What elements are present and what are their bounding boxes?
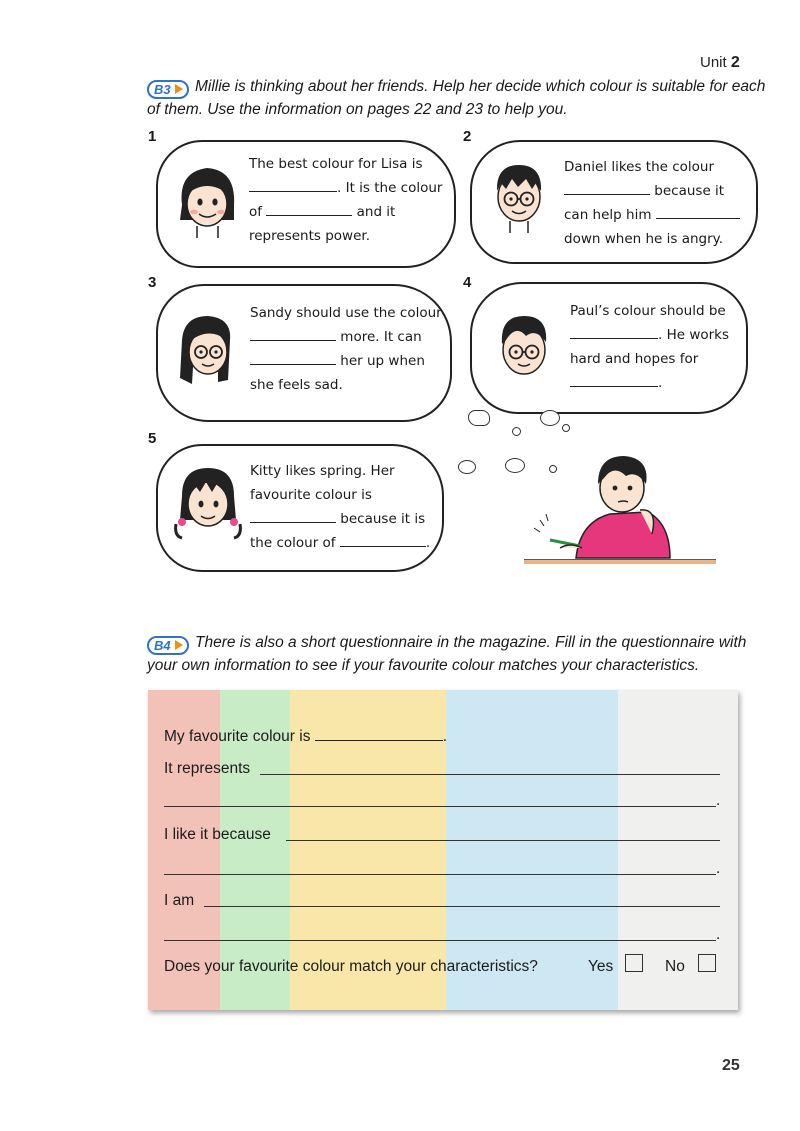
- item-1-line-2: . It is the colour: [337, 180, 443, 196]
- q3-label: I like it because: [164, 826, 271, 843]
- item-number-2: 2: [463, 128, 472, 145]
- item-5-line-3: because it is: [340, 511, 426, 527]
- blank-3b[interactable]: [250, 350, 336, 365]
- blank-4a[interactable]: [570, 324, 658, 339]
- unit-word: Unit: [700, 54, 727, 71]
- item-4-line-1: Paul’s colour should be: [570, 303, 726, 319]
- item-2-line-1: Daniel likes the colour: [564, 159, 715, 175]
- item-5-line-4: the colour of: [250, 535, 336, 551]
- q4-end: .: [716, 926, 721, 943]
- questionnaire-paper: [148, 690, 738, 1010]
- blank-1a[interactable]: [249, 177, 337, 192]
- blank-4b[interactable]: [570, 372, 658, 387]
- item-5-text: [250, 459, 436, 555]
- item-number-1: 1: [148, 128, 157, 145]
- blank-2a[interactable]: [564, 180, 650, 195]
- b4-instruction-text: There is also a short questionnaire in the magazine. Fill in the questionnaire with your own information to see if your favourite colour matches your characteristics.: [147, 634, 747, 674]
- item-2-line-4: down when he is angry.: [564, 231, 724, 247]
- q3-answer-line[interactable]: [286, 840, 720, 841]
- item-5-line-2: favourite colour is: [250, 487, 372, 503]
- q1-label: My favourite colour is: [164, 728, 311, 745]
- blank-5b[interactable]: [340, 532, 426, 547]
- q5-label: Does your favourite colour match your characteristics?: [164, 958, 538, 975]
- no-checkbox[interactable]: [698, 954, 716, 972]
- thought-bubble-dot: [468, 410, 490, 426]
- paul-face-icon: [492, 310, 556, 388]
- q3-end: .: [716, 860, 721, 877]
- lisa-face-icon: [172, 160, 242, 240]
- blank-1b[interactable]: [266, 201, 352, 216]
- q2-answer-line-2[interactable]: [164, 806, 716, 807]
- page-number: 25: [722, 1057, 740, 1074]
- b4-tag: B4: [147, 636, 189, 655]
- yes-label: Yes: [588, 958, 614, 975]
- item-4-line-2: . He works: [658, 327, 730, 343]
- item-4-line-3: hard and hopes for: [570, 351, 699, 367]
- q2-end: .: [716, 792, 721, 809]
- item-1-line-4: represents power.: [249, 228, 370, 244]
- item-1-line-3b: and it: [356, 204, 396, 220]
- play-arrow-icon: [175, 84, 183, 94]
- sandy-face-icon: [174, 310, 240, 390]
- kitty-face-icon: [172, 460, 244, 542]
- item-1-line-1: The best colour for Lisa is: [249, 156, 423, 172]
- millie-thinking-icon: [520, 450, 720, 566]
- thought-bubble-dot: [540, 410, 560, 426]
- b4-instruction: [147, 632, 767, 676]
- thought-bubble-dot: [562, 424, 570, 432]
- thought-bubble-dot: [458, 460, 476, 474]
- q4-answer-line[interactable]: [204, 906, 720, 907]
- item-3-text: [250, 301, 444, 397]
- item-5-line-5: .: [425, 535, 431, 551]
- play-arrow-icon: [175, 640, 183, 650]
- yes-checkbox[interactable]: [625, 954, 643, 972]
- item-3-line-2: more. It can: [340, 329, 422, 345]
- item-2-line-2: because it: [654, 183, 725, 199]
- b3-tag: B3: [147, 80, 189, 99]
- item-3-line-4: she feels sad.: [250, 377, 343, 393]
- item-2-line-3: can help him: [564, 207, 652, 223]
- q1-answer-blank[interactable]: [315, 726, 443, 741]
- q3-answer-line-2[interactable]: [164, 874, 716, 875]
- item-1-text: [249, 152, 449, 248]
- item-3-line-3: her up when: [340, 353, 425, 369]
- blank-3a[interactable]: [250, 326, 336, 341]
- item-number-4: 4: [463, 274, 472, 291]
- q4-answer-line-2[interactable]: [164, 940, 716, 941]
- blank-2b[interactable]: [656, 204, 740, 219]
- item-4-text: [570, 299, 742, 395]
- item-number-5: 5: [148, 430, 157, 447]
- item-3-line-1: Sandy should use the colour: [250, 305, 442, 321]
- q1-end: .: [442, 728, 448, 745]
- item-number-3: 3: [148, 274, 157, 291]
- item-4-line-4: .: [658, 375, 663, 391]
- q2-label: It represents: [164, 760, 251, 777]
- thought-bubble-dot: [512, 427, 521, 436]
- daniel-face-icon: [488, 157, 550, 235]
- item-1-line-3a: of: [249, 204, 263, 220]
- q2-answer-line[interactable]: [260, 774, 720, 775]
- q4-label: I am: [164, 892, 195, 909]
- b3-instruction: [147, 76, 767, 120]
- b3-instruction-text: Millie is thinking about her friends. Help her decide which colour is suitable for each of them. Use the information on pages 22 and 23 to help you.: [147, 78, 766, 118]
- q1-row: [164, 726, 447, 746]
- blank-5a[interactable]: [250, 508, 336, 523]
- item-5-line-1: Kitty likes spring. Her: [250, 463, 395, 479]
- unit-label: [700, 54, 740, 72]
- no-label: No: [665, 958, 685, 975]
- unit-number: 2: [730, 54, 740, 71]
- item-2-text: [564, 155, 748, 251]
